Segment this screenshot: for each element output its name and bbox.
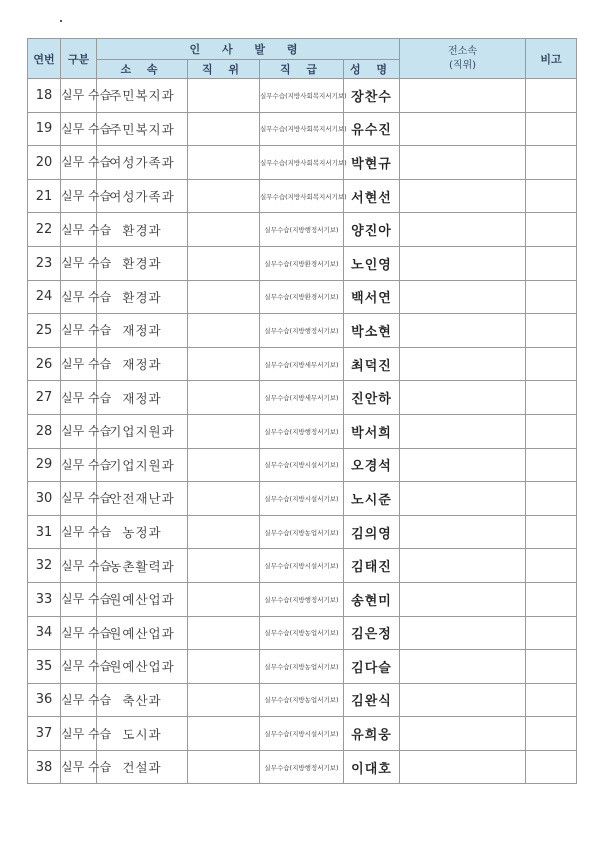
- dept-cell: 여성가족과: [97, 146, 188, 180]
- seq-number: 36: [28, 683, 61, 717]
- position-cell: [188, 616, 260, 650]
- seq-number: 27: [28, 381, 61, 415]
- table-row: [28, 381, 577, 415]
- previous-dept-cell: [400, 683, 526, 717]
- seq-number: 19: [28, 112, 61, 146]
- name-cell: 이대호: [344, 750, 400, 784]
- grade-cell: 실무수습(지방시설서기보): [260, 482, 344, 516]
- position-header: 직 위: [188, 60, 260, 79]
- grade-cell: 실무수습(지방시설서기보): [260, 549, 344, 583]
- category-cell: 실무 수습: [61, 213, 97, 247]
- seq-number: 30: [28, 482, 61, 516]
- dept-cell: 재정과: [97, 381, 188, 415]
- table-row: [28, 650, 577, 684]
- category-cell: 실무 수습: [61, 246, 97, 280]
- previous-dept-cell: [400, 280, 526, 314]
- seq-number: 24: [28, 280, 61, 314]
- category-cell: 실무 수습: [61, 347, 97, 381]
- table-row: [28, 213, 577, 247]
- previous-dept-cell: [400, 515, 526, 549]
- table-row: [28, 280, 577, 314]
- name-cell: 박현규: [344, 146, 400, 180]
- position-cell: [188, 717, 260, 751]
- position-cell: [188, 213, 260, 247]
- position-cell: [188, 179, 260, 213]
- grade-cell: 실무수습(지방농업서기보): [260, 650, 344, 684]
- seq-number: 33: [28, 582, 61, 616]
- position-cell: [188, 414, 260, 448]
- position-cell: [188, 482, 260, 516]
- grade-cell: 실무수습(지방사회복지서기보): [260, 112, 344, 146]
- seq-header: 연번: [28, 39, 61, 79]
- remarks-cell: [526, 482, 577, 516]
- table-row: [28, 414, 577, 448]
- scan-mark: [60, 20, 62, 22]
- previous-dept-cell: [400, 314, 526, 348]
- dept-cell: 환경과: [97, 246, 188, 280]
- previous-dept-cell: [400, 79, 526, 113]
- grade-cell: 실무수습(지방행정서기보): [260, 314, 344, 348]
- remarks-cell: [526, 112, 577, 146]
- category-cell: 실무 수습: [61, 448, 97, 482]
- previous-dept-cell: [400, 381, 526, 415]
- name-cell: 김태진: [344, 549, 400, 583]
- remarks-cell: [526, 79, 577, 113]
- grade-cell: 실무수습(지방환경서기보): [260, 246, 344, 280]
- seq-number: 22: [28, 213, 61, 247]
- category-cell: 실무 수습: [61, 717, 97, 751]
- position-cell: [188, 146, 260, 180]
- remarks-cell: [526, 448, 577, 482]
- remarks-cell: [526, 683, 577, 717]
- dept-cell: 재정과: [97, 347, 188, 381]
- table-row: [28, 179, 577, 213]
- seq-number: 34: [28, 616, 61, 650]
- category-cell: 실무 수습: [61, 79, 97, 113]
- grade-cell: 실무수습(지방세무서기보): [260, 347, 344, 381]
- previous-dept-cell: [400, 179, 526, 213]
- seq-number: 25: [28, 314, 61, 348]
- position-cell: [188, 515, 260, 549]
- category-cell: 실무 수습: [61, 549, 97, 583]
- category-header: 구분: [61, 39, 97, 79]
- seq-number: 26: [28, 347, 61, 381]
- appointment-table: [27, 38, 577, 784]
- name-cell: 유희웅: [344, 717, 400, 751]
- dept-cell: 원예산업과: [97, 616, 188, 650]
- table-row: [28, 347, 577, 381]
- name-cell: 진안하: [344, 381, 400, 415]
- remarks-cell: [526, 381, 577, 415]
- position-cell: [188, 314, 260, 348]
- seq-number: 29: [28, 448, 61, 482]
- position-cell: [188, 683, 260, 717]
- remarks-cell: [526, 347, 577, 381]
- category-cell: 실무 수습: [61, 515, 97, 549]
- seq-number: 35: [28, 650, 61, 684]
- category-cell: 실무 수습: [61, 314, 97, 348]
- table-row: [28, 112, 577, 146]
- position-cell: [188, 347, 260, 381]
- seq-number: 20: [28, 146, 61, 180]
- remarks-cell: [526, 549, 577, 583]
- grade-cell: 실무수습(지방사회복지서기보): [260, 146, 344, 180]
- table-row: [28, 582, 577, 616]
- category-cell: 실무 수습: [61, 112, 97, 146]
- name-cell: 장찬수: [344, 79, 400, 113]
- name-cell: 오경석: [344, 448, 400, 482]
- previous-dept-cell: [400, 717, 526, 751]
- table-row: [28, 146, 577, 180]
- grade-cell: 실무수습(지방행정서기보): [260, 582, 344, 616]
- name-cell: 최덕진: [344, 347, 400, 381]
- remarks-cell: [526, 246, 577, 280]
- remarks-cell: [526, 146, 577, 180]
- grade-header: 직 급: [260, 60, 344, 79]
- name-cell: 노인영: [344, 246, 400, 280]
- grade-cell: 실무수습(지방사회복지서기보): [260, 179, 344, 213]
- name-header: 성 명: [344, 60, 400, 79]
- table-row: [28, 246, 577, 280]
- name-cell: 김은정: [344, 616, 400, 650]
- category-cell: 실무 수습: [61, 616, 97, 650]
- previous-dept-cell: [400, 246, 526, 280]
- name-cell: 노시준: [344, 482, 400, 516]
- table-row: [28, 515, 577, 549]
- position-cell: [188, 280, 260, 314]
- dept-cell: 여성가족과: [97, 179, 188, 213]
- seq-number: 28: [28, 414, 61, 448]
- position-cell: [188, 79, 260, 113]
- grade-cell: 실무수습(지방환경서기보): [260, 280, 344, 314]
- previous-dept-cell: [400, 347, 526, 381]
- position-cell: [188, 549, 260, 583]
- remarks-cell: [526, 179, 577, 213]
- remarks-header: 비고: [526, 39, 577, 79]
- previous-dept-label: 전소속: [448, 45, 477, 57]
- appointment-header: 인 사 발 령: [97, 39, 400, 60]
- previous-dept-header: [400, 39, 526, 79]
- dept-cell: 기업지원과: [97, 414, 188, 448]
- previous-dept-cell: [400, 549, 526, 583]
- remarks-cell: [526, 750, 577, 784]
- table-row: [28, 616, 577, 650]
- previous-dept-cell: [400, 112, 526, 146]
- dept-cell: 주민복지과: [97, 112, 188, 146]
- remarks-cell: [526, 582, 577, 616]
- name-cell: 송현미: [344, 582, 400, 616]
- seq-number: 37: [28, 717, 61, 751]
- previous-dept-cell: [400, 650, 526, 684]
- remarks-cell: [526, 280, 577, 314]
- grade-cell: 실무수습(지방시설서기보): [260, 448, 344, 482]
- remarks-cell: [526, 515, 577, 549]
- remarks-cell: [526, 213, 577, 247]
- seq-number: 31: [28, 515, 61, 549]
- remarks-cell: [526, 314, 577, 348]
- previous-dept-cell: [400, 750, 526, 784]
- grade-cell: 실무수습(지방농업서기보): [260, 515, 344, 549]
- name-cell: 김의영: [344, 515, 400, 549]
- table-row: [28, 448, 577, 482]
- position-cell: [188, 582, 260, 616]
- dept-header: 소 속: [97, 60, 188, 79]
- name-cell: 양진아: [344, 213, 400, 247]
- remarks-cell: [526, 717, 577, 751]
- table-row: [28, 750, 577, 784]
- previous-dept-cell: [400, 213, 526, 247]
- previous-dept-cell: [400, 482, 526, 516]
- name-cell: 유수진: [344, 112, 400, 146]
- category-cell: 실무 수습: [61, 280, 97, 314]
- dept-cell: 원예산업과: [97, 650, 188, 684]
- grade-cell: 실무수습(지방농업서기보): [260, 683, 344, 717]
- position-cell: [188, 246, 260, 280]
- category-cell: 실무 수습: [61, 146, 97, 180]
- category-cell: 실무 수습: [61, 414, 97, 448]
- dept-cell: 도시과: [97, 717, 188, 751]
- category-cell: 실무 수습: [61, 750, 97, 784]
- dept-cell: 환경과: [97, 280, 188, 314]
- position-cell: [188, 448, 260, 482]
- remarks-cell: [526, 414, 577, 448]
- name-cell: 서현선: [344, 179, 400, 213]
- seq-number: 21: [28, 179, 61, 213]
- category-cell: 실무 수습: [61, 650, 97, 684]
- grade-cell: 실무수습(지방행정서기보): [260, 213, 344, 247]
- dept-cell: 농촌활력과: [97, 549, 188, 583]
- grade-cell: 실무수습(지방행정서기보): [260, 414, 344, 448]
- previous-position-label: (직위): [448, 59, 477, 71]
- category-cell: 실무 수습: [61, 683, 97, 717]
- position-cell: [188, 650, 260, 684]
- table-row: [28, 549, 577, 583]
- category-cell: 실무 수습: [61, 381, 97, 415]
- dept-cell: 재정과: [97, 314, 188, 348]
- seq-number: 32: [28, 549, 61, 583]
- name-cell: 김완식: [344, 683, 400, 717]
- name-cell: 박소현: [344, 314, 400, 348]
- grade-cell: 실무수습(지방시설서기보): [260, 717, 344, 751]
- table-row: [28, 683, 577, 717]
- remarks-cell: [526, 616, 577, 650]
- remarks-cell: [526, 650, 577, 684]
- dept-cell: 주민복지과: [97, 79, 188, 113]
- table-row: [28, 79, 577, 113]
- grade-cell: 실무수습(지방행정서기보): [260, 750, 344, 784]
- dept-cell: 원예산업과: [97, 582, 188, 616]
- category-cell: 실무 수습: [61, 582, 97, 616]
- position-cell: [188, 381, 260, 415]
- roster-body: [28, 79, 577, 784]
- dept-cell: 건설과: [97, 750, 188, 784]
- dept-cell: 환경과: [97, 213, 188, 247]
- category-cell: 실무 수습: [61, 482, 97, 516]
- grade-cell: 실무수습(지방사회복지서기보): [260, 79, 344, 113]
- previous-dept-cell: [400, 448, 526, 482]
- dept-cell: 축산과: [97, 683, 188, 717]
- position-cell: [188, 112, 260, 146]
- previous-dept-cell: [400, 616, 526, 650]
- table-row: [28, 482, 577, 516]
- seq-number: 38: [28, 750, 61, 784]
- name-cell: 박서희: [344, 414, 400, 448]
- name-cell: 백서연: [344, 280, 400, 314]
- name-cell: 김다슬: [344, 650, 400, 684]
- previous-dept-cell: [400, 146, 526, 180]
- grade-cell: 실무수습(지방농업서기보): [260, 616, 344, 650]
- dept-cell: 기업지원과: [97, 448, 188, 482]
- seq-number: 23: [28, 246, 61, 280]
- category-cell: 실무 수습: [61, 179, 97, 213]
- table-row: [28, 717, 577, 751]
- header-row-1: [28, 39, 577, 60]
- dept-cell: 농정과: [97, 515, 188, 549]
- previous-dept-cell: [400, 582, 526, 616]
- dept-cell: 안전재난과: [97, 482, 188, 516]
- table-row: [28, 314, 577, 348]
- seq-number: 18: [28, 79, 61, 113]
- previous-dept-cell: [400, 414, 526, 448]
- grade-cell: 실무수습(지방세무서기보): [260, 381, 344, 415]
- position-cell: [188, 750, 260, 784]
